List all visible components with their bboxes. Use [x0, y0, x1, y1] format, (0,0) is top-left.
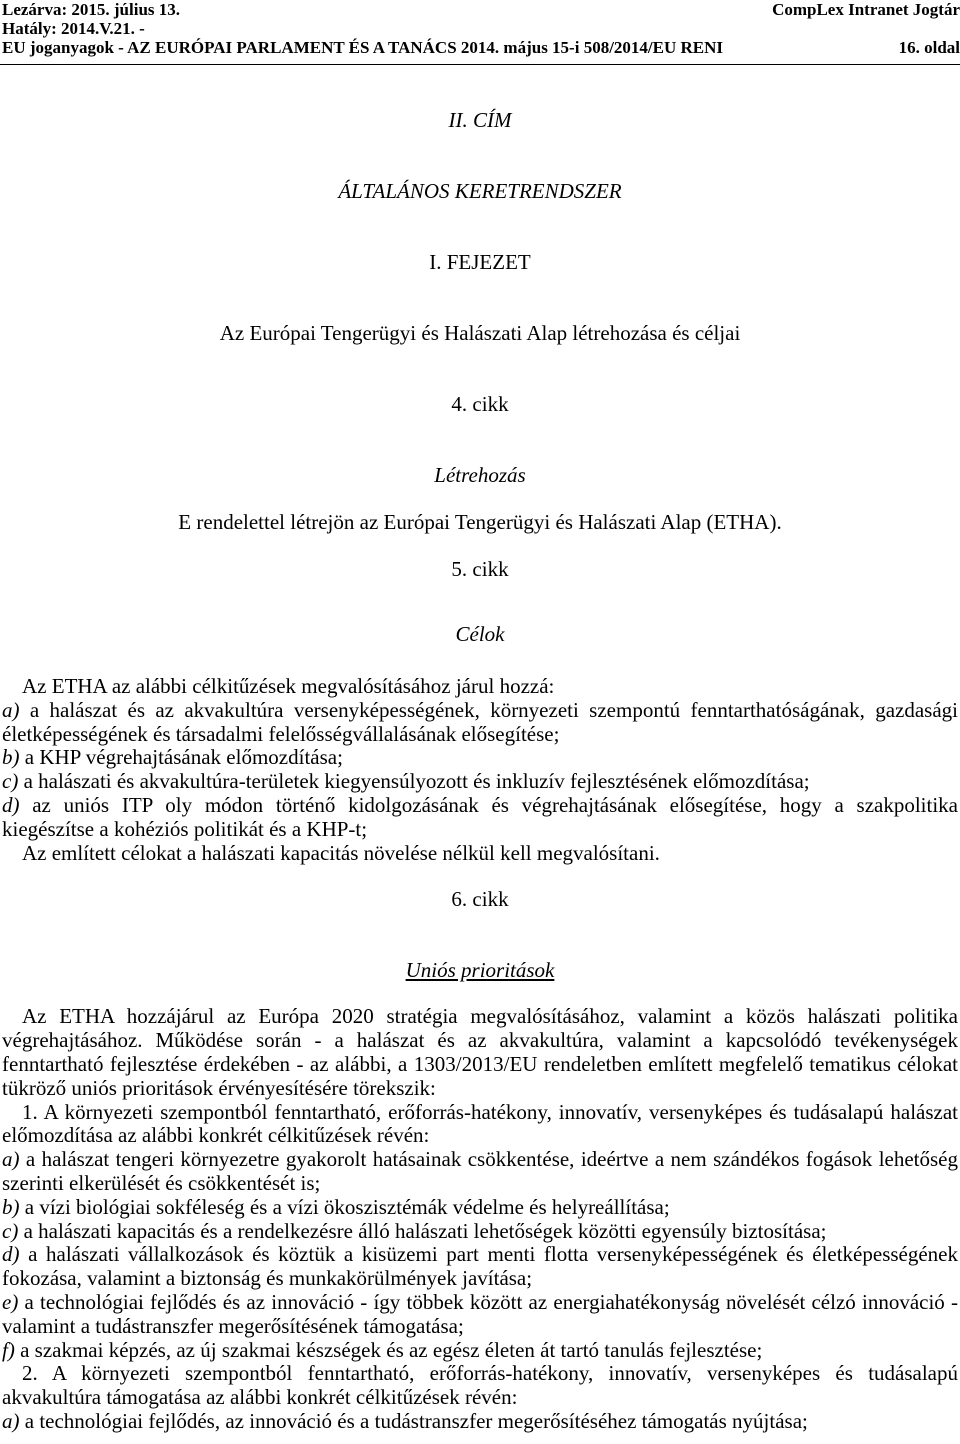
page-header — [2, 0, 960, 57]
document-title: EU joganyagok - AZ EURÓPAI PARLAMENT ÉS A TANÁCS 2014. május 15-i 508/2014/EU RENI — [2, 38, 724, 57]
article-5-title: Célok — [455, 622, 505, 646]
article-6-number: 6. cikk — [451, 887, 509, 912]
article-6-intro: Az ETHA hozzájárul az Európa 2020 stratégia megvalósításához, valamint a közös halászati politika végrehajtásához. Működése során - a halászat és az akvakultúra, valamint a kapcsolódó tevékenységek fenntartható fejlesztése érdekében - az alábbi, a 1303/2013/EU rendeletben említett megfelelő tematikus célokat tükröző uniós prioritások érvényesítésére törekszik: — [2, 1004, 958, 1100]
article-5-intro: Az ETHA az alábbi célkitűzések megvalósításához járul hozzá: — [22, 674, 555, 698]
chapter-number: I. FEJEZET — [429, 250, 531, 274]
page-number: 16. oldal — [898, 38, 960, 57]
list-item: d) az uniós ITP oly módon történő kidolgozásának és végrehajtásának elősegítése, hogy a szakpolitika kiegészítse a kohéziós politikát és a KHP-t; — [2, 792, 958, 841]
list-item: f) a szakmai képzés, az új szakmai készségek és az egész életen át tartó tanulás fejlesztése; — [2, 1337, 763, 1362]
title-cim: II. CÍM — [448, 108, 512, 132]
closing-date: Lezárva: 2015. július 13. — [2, 0, 181, 19]
article-5-closing: Az említett célokat a halászati kapacitás növelése nélkül kell megvalósítani. — [22, 840, 660, 865]
list-item: a) a halászat tengeri környezetre gyakorolt hatásainak csökkentése, ideértve a nem szándékos fogások lehetőség szerinti elkerülését és csökkentését is; — [2, 1147, 958, 1195]
list-item: c) a halászati kapacitás és a rendelkezésre álló halászati lehetőségek közötti egyensúly biztosítása; — [2, 1218, 827, 1243]
priority-2: 2. A környezeti szempontból fenntartható, erőforrás-hatékony, innovatív, versenyképes és tudásalapú akvakultúra támogatása az alábbi konkrét célkitűzések révén: — [2, 1361, 958, 1410]
article-5-number: 5. cikk — [451, 557, 509, 581]
validity: Hatály: 2014.V.21. - — [2, 19, 145, 38]
list-item: a) a halászat és az akvakultúra versenyképességének, környezeti szempontú fenntarthatóságának, gazdasági életképességének és társadalmi felelősségvállalásának elősegítése; — [2, 697, 958, 746]
list-item: c) a halászati és akvakultúra-területek kiegyensúlyozott és inkluzív fejlesztésének előmozdítása; — [2, 769, 810, 794]
article-5-body — [2, 675, 958, 865]
article-4-number: 4. cikk — [451, 392, 509, 416]
list-item: b) a KHP végrehajtásának előmozdítása; — [2, 745, 343, 770]
chapter-title: Az Európai Tengerügyi és Halászati Alap létrehozása és céljai — [219, 321, 741, 345]
header-divider — [0, 64, 960, 65]
list-item: a) a technológiai fejlődés, az innováció és a tudástranszfer megerősítéséhez támogatás nyújtása; — [2, 1408, 808, 1433]
article-6-body — [2, 1005, 958, 1433]
list-item: b) a vízi biológiai sokféleség és a vízi ökoszisztémák védelme és helyreállítása; — [2, 1194, 670, 1219]
title-keretrendszer: ÁLTALÁNOS KERETRENDSZER — [338, 179, 622, 203]
article-6-title: Uniós prioritások — [405, 958, 555, 983]
list-item: d) a halászati vállalkozások és köztük a kisüzemi part menti flotta versenyképességének és életképességének fokozása, valamint a biztonság és munkakörülmények javítása; — [2, 1242, 958, 1291]
list-item: e) a technológiai fejlődés és az innováció - így többek között az energiahatékonyság növelését célzó innováció - valamint a tudástranszfer megerősítésének támogatása; — [2, 1289, 958, 1338]
document-body — [2, 100, 958, 1434]
article-4-title: Létrehozás — [434, 463, 526, 487]
priority-1: 1. A környezeti szempontból fenntartható, erőforrás-hatékony, innovatív, versenyképes és tudásalapú halászat előmozdítása az alábbi konkrét célkitűzések révén: — [2, 1099, 958, 1148]
article-4-text: E rendelettel létrejön az Európai Tengerügyi és Halászati Alap (ETHA). — [178, 510, 782, 534]
publisher: CompLex Intranet Jogtár — [772, 0, 960, 19]
